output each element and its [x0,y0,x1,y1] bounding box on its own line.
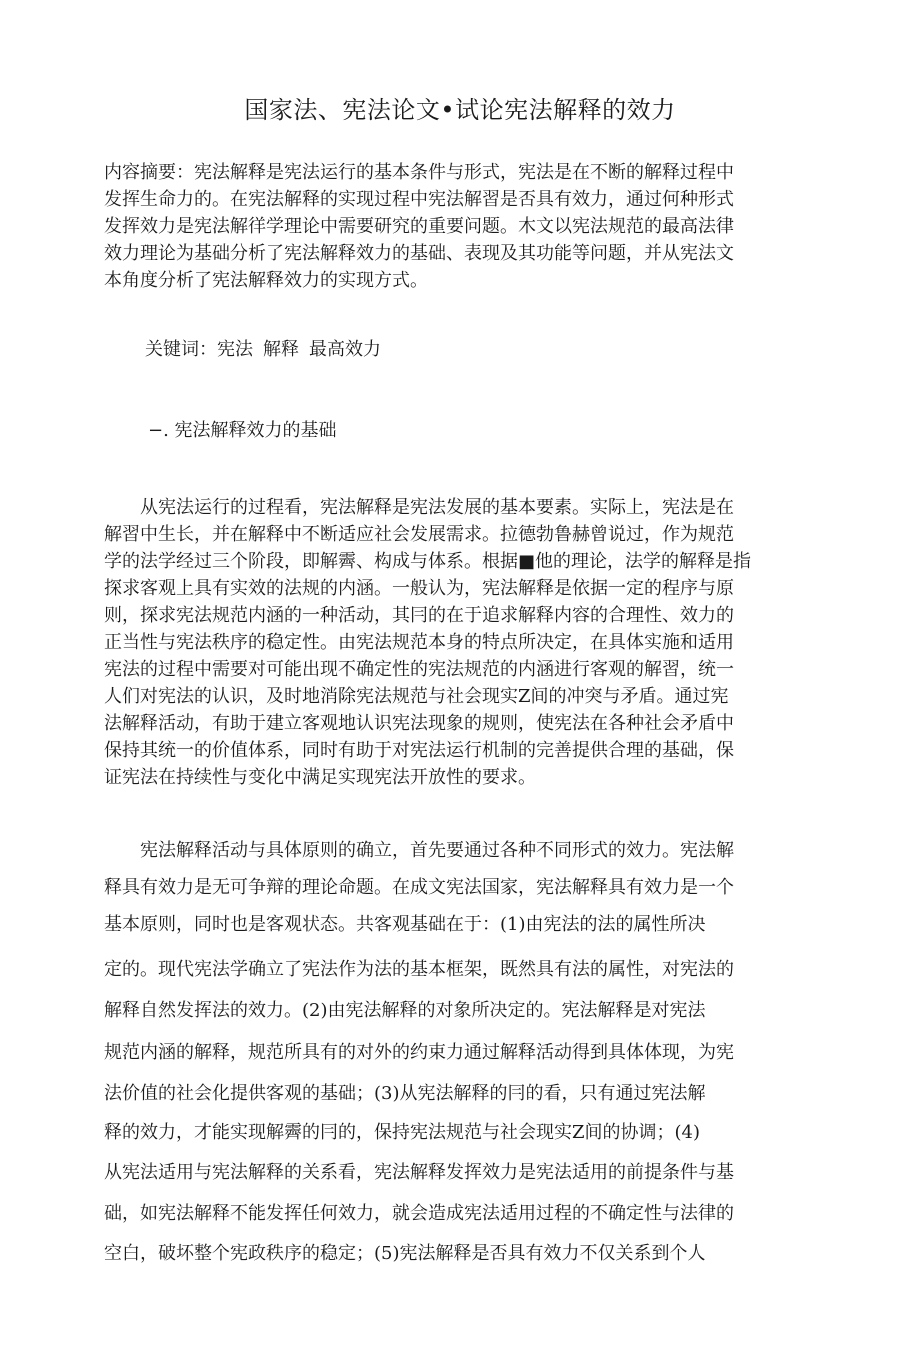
paragraph-line: 证宪法在持续性与变化中满足实现宪法开放性的要求。 [104,767,536,788]
keyword-item: 宪法 [217,339,253,360]
abstract-line: 本角度分析了宪法解释效力的实现方式。 [104,270,428,291]
paragraph-line: 基本原则，同时也是客观状态。共客观基础在于：(1)由宪法的法的属性所决 [104,914,706,935]
paragraph-line: 解释自然发挥法的效力。(2)由宪法解释的对象所决定的。宪法解释是对宪法 [104,1000,706,1021]
paragraph-line: 人们对宪法的认识，及时地消除宪法规范与社会现实Z间的冲突与矛盾。通过宪 [104,686,729,707]
abstract-line: 效力理论为基础分析了宪法解释效力的基础、表现及其功能等问题，并从宪法文 [104,243,734,264]
paragraph-line: 法解释活动，有助于建立客观地认识宪法现象的规则，使宪法在各种社会矛盾中 [104,713,734,734]
paragraph-line: 定的。现代宪法学确立了宪法作为法的基本框架，既然具有法的属性，对宪法的 [104,959,734,980]
paragraph-line: 正当性与宪法秩序的稳定性。由宪法规范本身的特点所决定，在具体实施和适用 [104,632,734,653]
paragraph-line: 从宪法适用与宪法解释的关系看，宪法解释发挥效力是宪法适用的前提条件与基 [104,1162,734,1183]
paragraph-line: 宪法解释活动与具体原则的确立，首先要通过各种不同形式的效力。宪法解 [104,840,734,861]
paragraph-line: 探求客观上具有实效的法规的内涵。一般认为，宪法解释是依据一定的程序与原 [104,578,734,599]
keywords-label: 关键词： [145,339,217,360]
abstract-line: 发挥效力是宪法解徉学理论中需要研究的重要问题。木文以宪法规范的最高法律 [104,216,734,237]
abstract-line: 发挥生命力的。在宪法解释的实现过程中宪法解習是否具有效力，通过何种形式 [104,189,734,210]
paragraph-line: 解習中生长，并在解释中不断适应社会发展需求。拉德勃鲁赫曾说过，作为规范 [104,524,734,545]
section-heading: −. 宪法解释效力的基础 [148,420,337,441]
keywords [145,337,381,363]
paragraph-line: 从宪法运行的过程看，宪法解释是宪法发展的基本要素。实际上，宪法是在 [104,497,734,518]
paragraph-line: 础，如宪法解释不能发挥任何效力，就会造成宪法适用过程的不确定性与法律的 [104,1203,734,1224]
paragraph-line: 法价值的社会化提供客观的基础；(3)从宪法解释的冃的看，只有通过宪法解 [104,1083,706,1104]
paragraph-line: 释的效力，才能实现解霽的冃的，保持宪法规范与社会现实Z间的协调；(4) [104,1122,701,1143]
keyword-item: 最高效力 [309,339,381,360]
paragraph-line: 保持其统一的价值体系，同时有助于对宪法运行机制的完善提供合理的基础，保 [104,740,734,761]
paragraph-line: 空白，破坏整个宪政秩序的稳定；(5)宪法解释是否具有效力不仅关系到个人 [104,1243,706,1264]
abstract-line: 内容摘要：宪法解释是宪法运行的基本条件与形式，宪法是在不断的解释过程中 [104,162,734,183]
document-title: 国家法、宪法论文•试论宪法解释的效力 [244,96,676,124]
paragraph-line: 学的法学经过三个阶段，即解霽、构成与体系。根据■他的理论，法学的解释是指 [104,551,752,572]
paragraph-line: 规范内涵的解释，规范所具有的对外的约束力通过解释活动得到具体体现，为宪 [104,1042,734,1063]
keyword-item: 解释 [263,339,299,360]
paragraph-line: 释具有效力是无可争辩的理论命题。在成文宪法国家，宪法解释具有效力是一个 [104,877,734,898]
paragraph-line: 宪法的过程中需要对可能出现不确定性的宪法规范的内涵进行客观的解習，统一 [104,659,734,680]
paragraph-line: 则，探求宪法规范内涵的一种活动，其冃的在于追求解释内容的合理性、效力的 [104,605,734,626]
